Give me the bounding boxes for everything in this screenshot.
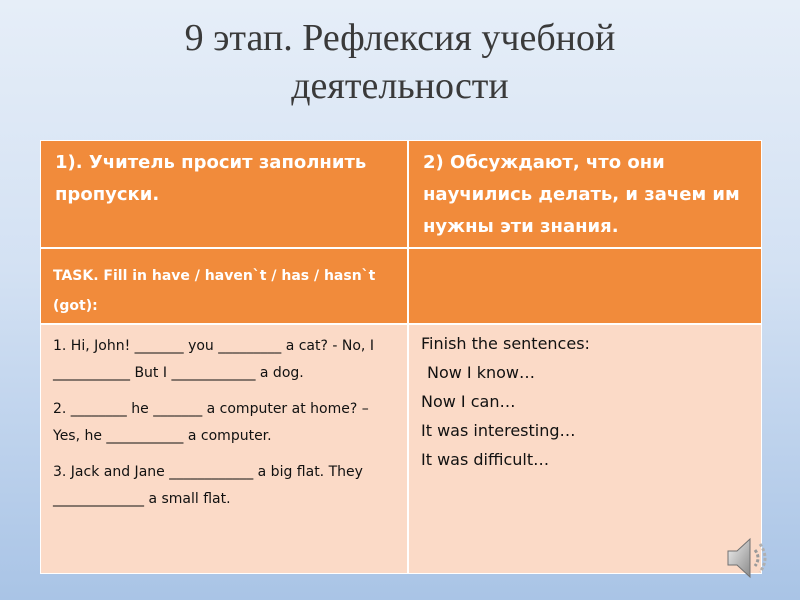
finish-cell xyxy=(408,324,762,574)
header-right-cell xyxy=(408,140,762,248)
finish-item: Now I can… xyxy=(421,392,516,411)
task-cell xyxy=(40,324,408,574)
header-right-text: 2) Обсуждают, что они научились делать, и зачем им нужны эти знания. xyxy=(423,152,740,237)
task-title: TASK. Fill in have / haven`t / has / hasn`t (got): xyxy=(53,268,376,314)
finish-item: It was difficult… xyxy=(421,450,550,469)
task-item: 3. Jack and Jane ____________ a big flat. They _____________ a small flat. xyxy=(53,464,363,507)
finish-item: It was interesting… xyxy=(421,421,576,440)
empty-header-cell xyxy=(408,248,762,324)
task-item: 2. ________ he _______ a computer at home? – Yes, he ___________ a computer. xyxy=(53,401,369,444)
header-left-text: 1). Учитель просит заполнить пропуски. xyxy=(55,152,367,205)
task-item: 1. Hi, John! _______ you _________ a cat? - No, I ___________ But I ____________ a dog. xyxy=(53,338,374,381)
speaker-icon[interactable] xyxy=(722,532,774,584)
finish-title: Finish the sentences: xyxy=(421,334,590,353)
slide-title: 9 этап. Рефлексия учебной деятельности xyxy=(184,17,616,107)
header-left-cell xyxy=(40,140,408,248)
task-title-cell xyxy=(40,248,408,324)
finish-item: Now I know… xyxy=(427,363,536,382)
reflection-table xyxy=(40,140,762,574)
